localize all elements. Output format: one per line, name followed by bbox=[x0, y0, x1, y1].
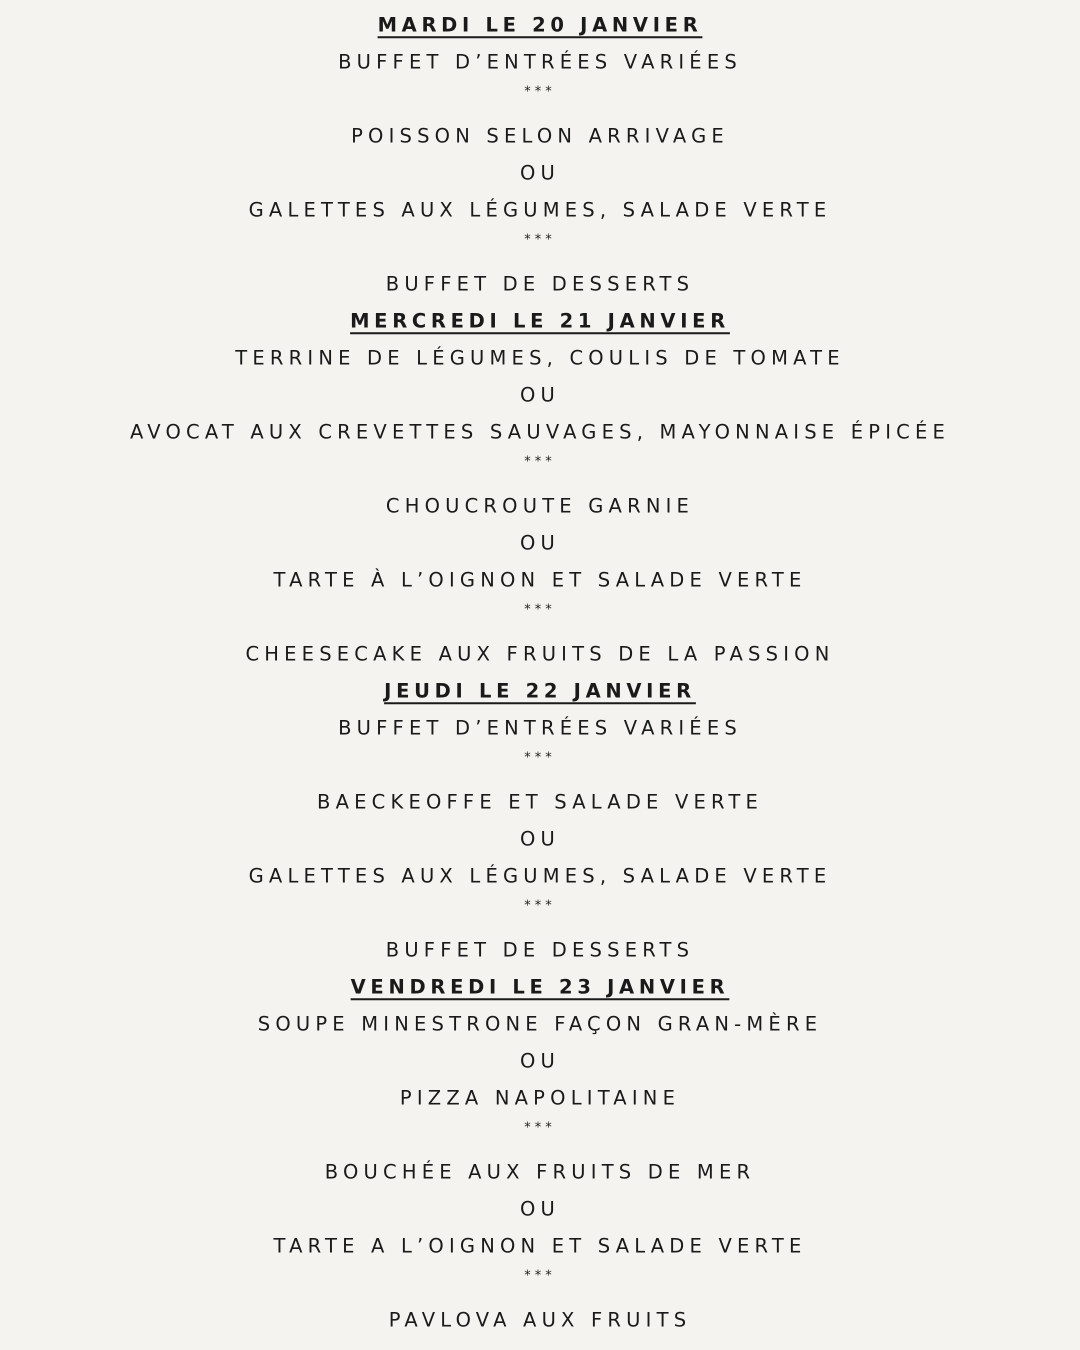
course-separator: *** bbox=[524, 232, 556, 248]
or-label: OU bbox=[519, 827, 561, 851]
menu-item: PAVLOVA AUX FRUITS bbox=[388, 1308, 692, 1332]
menu-item: CHOUCROUTE GARNIE bbox=[385, 494, 695, 518]
or-label: OU bbox=[519, 1049, 561, 1073]
day-title-jeudi: JEUDI LE 22 JANVIER bbox=[384, 679, 696, 703]
or-label: OU bbox=[519, 383, 561, 407]
course-separator: *** bbox=[524, 84, 556, 100]
menu-item: TARTE A L’OIGNON ET SALADE VERTE bbox=[273, 1234, 807, 1258]
menu-item: BUFFET DE DESSERTS bbox=[385, 938, 695, 962]
menu-item: CHEESECAKE AUX FRUITS DE LA PASSION bbox=[245, 642, 835, 666]
or-label: OU bbox=[519, 161, 561, 185]
course-separator: *** bbox=[524, 750, 556, 766]
menu-item: SOUPE MINESTRONE FAÇON GRAN-MÈRE bbox=[257, 1012, 823, 1036]
day-title-mercredi: MERCREDI LE 21 JANVIER bbox=[350, 309, 730, 333]
course-separator: *** bbox=[524, 1120, 556, 1136]
menu-item: BUFFET DE DESSERTS bbox=[385, 272, 695, 296]
menu-item: TARTE À L’OIGNON ET SALADE VERTE bbox=[273, 568, 807, 592]
course-separator: *** bbox=[524, 1268, 556, 1284]
course-separator: *** bbox=[524, 602, 556, 618]
menu-item: GALETTES AUX LÉGUMES, SALADE VERTE bbox=[248, 198, 832, 222]
day-title-mardi: MARDI LE 20 JANVIER bbox=[377, 13, 703, 37]
day-title-vendredi: VENDREDI LE 23 JANVIER bbox=[350, 975, 730, 999]
menu-item: TERRINE DE LÉGUMES, COULIS DE TOMATE bbox=[235, 346, 845, 370]
course-separator: *** bbox=[524, 898, 556, 914]
menu-item: BUFFET D’ENTRÉES VARIÉES bbox=[338, 716, 742, 740]
menu-item: PIZZA NAPOLITAINE bbox=[399, 1086, 681, 1110]
menu-item: POISSON SELON ARRIVAGE bbox=[351, 124, 729, 148]
menu-item: BAECKEOFFE ET SALADE VERTE bbox=[317, 790, 763, 814]
course-separator: *** bbox=[524, 454, 556, 470]
menu-item: BUFFET D’ENTRÉES VARIÉES bbox=[338, 50, 742, 74]
menu-item: BOUCHÉE AUX FRUITS DE MER bbox=[324, 1160, 756, 1184]
or-label: OU bbox=[519, 531, 561, 555]
menu-item: AVOCAT AUX CREVETTES SAUVAGES, MAYONNAISE ÉPICÉE bbox=[129, 420, 951, 444]
menu-item: GALETTES AUX LÉGUMES, SALADE VERTE bbox=[248, 864, 832, 888]
or-label: OU bbox=[519, 1197, 561, 1221]
